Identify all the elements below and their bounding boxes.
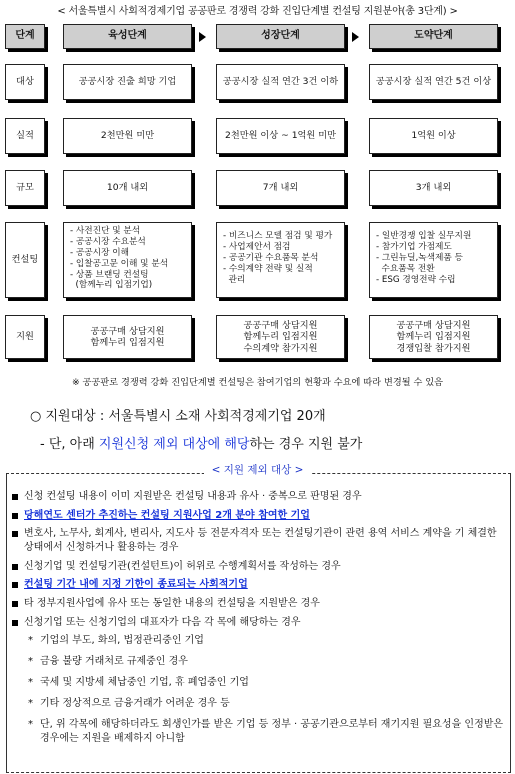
square-bullet-icon: [12, 582, 18, 588]
sub-item-text: 기타 정상적으로 금융거래가 어려운 경우 등: [40, 698, 230, 710]
performance-cell: 2천만원 미만: [63, 118, 192, 154]
sub-item-text: 국세 및 지방세 체납중인 기업, 휴 폐업중인 기업: [40, 677, 249, 689]
condition-suffix: 하는 경우 지원 불가: [249, 437, 363, 452]
item-text: 신청 컨설팅 내용이 이미 지원받은 컨설팅 내용과 유사 · 중복으로 판명된 경우: [24, 491, 362, 502]
support-cell: [216, 315, 345, 359]
condition-prefix: - 단, 아래: [40, 437, 99, 452]
sub-list: [28, 634, 508, 746]
list-item: [12, 616, 508, 630]
item-text: 당해연도 센터가 추진하는 컨설팅 지원사업 2개 분야 참여한 기업: [24, 509, 310, 521]
square-bullet-icon: [12, 564, 18, 570]
list-item: - 공공시장 수요분석: [70, 236, 146, 247]
square-bullet-icon: [12, 531, 18, 537]
consulting-list: [216, 222, 345, 298]
sub-item-text: 기업의 부도, 화의, 법정관리중인 기업: [40, 635, 204, 647]
sub-item-text: 단, 위 각목에 해당하더라도 회생인가를 받은 기업 등 정부 · 공공기관으로부터 재기지원 필요성을 인정받은 경우에는 지원을 배제하지 아니함: [40, 719, 504, 745]
square-bullet-icon: [12, 494, 18, 500]
consulting-list: [63, 222, 192, 298]
target-cell: 공공시장 실적 연간 5건 이상: [369, 64, 498, 100]
asterisk-icon: *: [28, 698, 33, 710]
list-item: - 비즈니스 모델 점검 및 평가: [223, 231, 333, 241]
exclusion-title-text: < 지원 제외 대상 >: [204, 464, 312, 476]
list-item: - 공공기관 수요품목 분석: [223, 252, 319, 263]
list-item: [12, 560, 508, 574]
list-item: [12, 578, 508, 592]
list-item: [12, 597, 508, 611]
item-text: 타 정부지원사업에 유사 또는 동일한 내용의 컨설팅을 지원받은 경우: [24, 597, 320, 609]
sub-item-text: 금융 불량 거래처로 규제중인 경우: [40, 656, 188, 668]
scale-cell: 7개 내외: [216, 170, 345, 206]
list-item: 관리: [223, 274, 246, 285]
exclusion-title: [0, 462, 515, 477]
support-line: 경쟁입찰 참가지원: [396, 342, 471, 354]
sub-item: [28, 676, 508, 690]
header-stage-3: 도약단계: [369, 24, 498, 49]
header-stage-1: 육성단계: [63, 24, 192, 49]
support-line: 공공구매 상담지원: [90, 325, 165, 337]
row-label-support: 지원: [5, 315, 45, 359]
list-item: - 입찰공고문 이해 및 분석: [70, 258, 169, 269]
asterisk-icon: *: [28, 677, 33, 689]
list-item: - 사전진단 및 분석: [70, 226, 141, 236]
row-label-consulting: 컨설팅: [5, 222, 45, 298]
square-bullet-icon: [12, 601, 18, 607]
scale-cell: 3개 내외: [369, 170, 498, 206]
header-stage-2: 성장단계: [216, 24, 345, 49]
square-bullet-icon: [12, 513, 18, 519]
target-cell: 공공시장 실적 연간 3건 이하: [216, 64, 345, 100]
support-target-heading: ○ 지원대상 : 서울특별시 소재 사회적경제기업 20개: [30, 409, 326, 424]
performance-cell: 2천만원 이상 ~ 1억원 미만: [216, 118, 345, 154]
list-item: [12, 527, 508, 555]
support-line: 함께누리 입점지원: [396, 331, 471, 343]
row-label-scale: 규모: [5, 170, 45, 206]
support-line: 공공구매 상담지원: [243, 319, 318, 331]
row-label-target: 대상: [5, 64, 45, 100]
row-label-performance: 실적: [5, 118, 45, 154]
support-line: 공공구매 상담지원: [396, 319, 471, 331]
sub-item: [28, 697, 508, 711]
sub-item: [28, 718, 508, 746]
list-item: [12, 509, 508, 523]
arrow-icon: [199, 32, 206, 42]
asterisk-icon: *: [28, 635, 33, 647]
list-item: - 공공시장 이해: [70, 247, 130, 258]
consulting-list: [369, 222, 498, 298]
list-item: 수요품목 전환: [376, 263, 435, 274]
sub-item: [28, 634, 508, 648]
list-item: - ESG 경영전략 수립: [376, 274, 456, 285]
table-note: ※ 공공판로 경쟁력 강화 진입단계별 컨설팅은 참여기업의 현황과 수요에 따라 변경될 수 있음: [71, 377, 444, 388]
asterisk-icon: *: [28, 719, 33, 731]
sub-item: [28, 655, 508, 669]
list-item: - 사업제안서 점검: [223, 241, 291, 252]
item-text: 변호사, 노무사, 회계사, 변리사, 지도사 등 전문자격자 또는 컨설팅기관이 관련 용역 서비스 계약을 기 체결한 상태에서 신청하거나 활용하는 경우: [24, 528, 497, 554]
list-item: - 수의계약 전략 및 실적: [223, 263, 313, 274]
performance-cell: 1억원 이상: [369, 118, 498, 154]
target-cell: 공공시장 진출 희망 기업: [63, 64, 192, 100]
exclusion-list: [12, 490, 508, 753]
item-text: 신청기업 또는 신청기업의 대표자가 다음 각 목에 해당하는 경우: [24, 616, 301, 628]
list-item: - 일반경쟁 입찰 실무지원: [376, 231, 472, 241]
list-item: (함께누리 입점기업): [70, 280, 153, 291]
support-cell: [63, 315, 192, 359]
page-title: < 서울특별시 사회적경제기업 공공판로 경쟁력 강화 진입단계별 컨설팅 지원분야(총 3단계) >: [57, 6, 458, 17]
scale-cell: 10개 내외: [63, 170, 192, 206]
asterisk-icon: *: [28, 656, 33, 668]
arrow-icon: [352, 32, 359, 42]
support-line: 함께누리 입점지원: [243, 331, 318, 343]
list-item: - 그린뉴딜,녹색제품 등: [376, 252, 463, 263]
item-text: 컨설팅 기간 내에 지정 기한이 종료되는 사회적기업: [24, 579, 248, 591]
support-line: 함께누리 입점지원: [90, 337, 165, 348]
support-cell: [369, 315, 498, 359]
list-item: - 상품 브랜딩 컨설팅: [70, 269, 149, 280]
support-target-condition: [40, 433, 362, 452]
square-bullet-icon: [12, 620, 18, 626]
item-text: 신청기업 및 컨설팅기관(컨설턴트)이 허위로 수행계획서를 작성하는 경우: [24, 560, 341, 572]
condition-highlight: 지원신청 제외 대상에 해당: [98, 437, 250, 452]
list-item: - 참가기업 가점제도: [376, 241, 452, 252]
header-stage-label: 단계: [5, 24, 45, 49]
list-item: [12, 490, 508, 504]
support-line: 수의계약 참가지원: [243, 342, 318, 354]
